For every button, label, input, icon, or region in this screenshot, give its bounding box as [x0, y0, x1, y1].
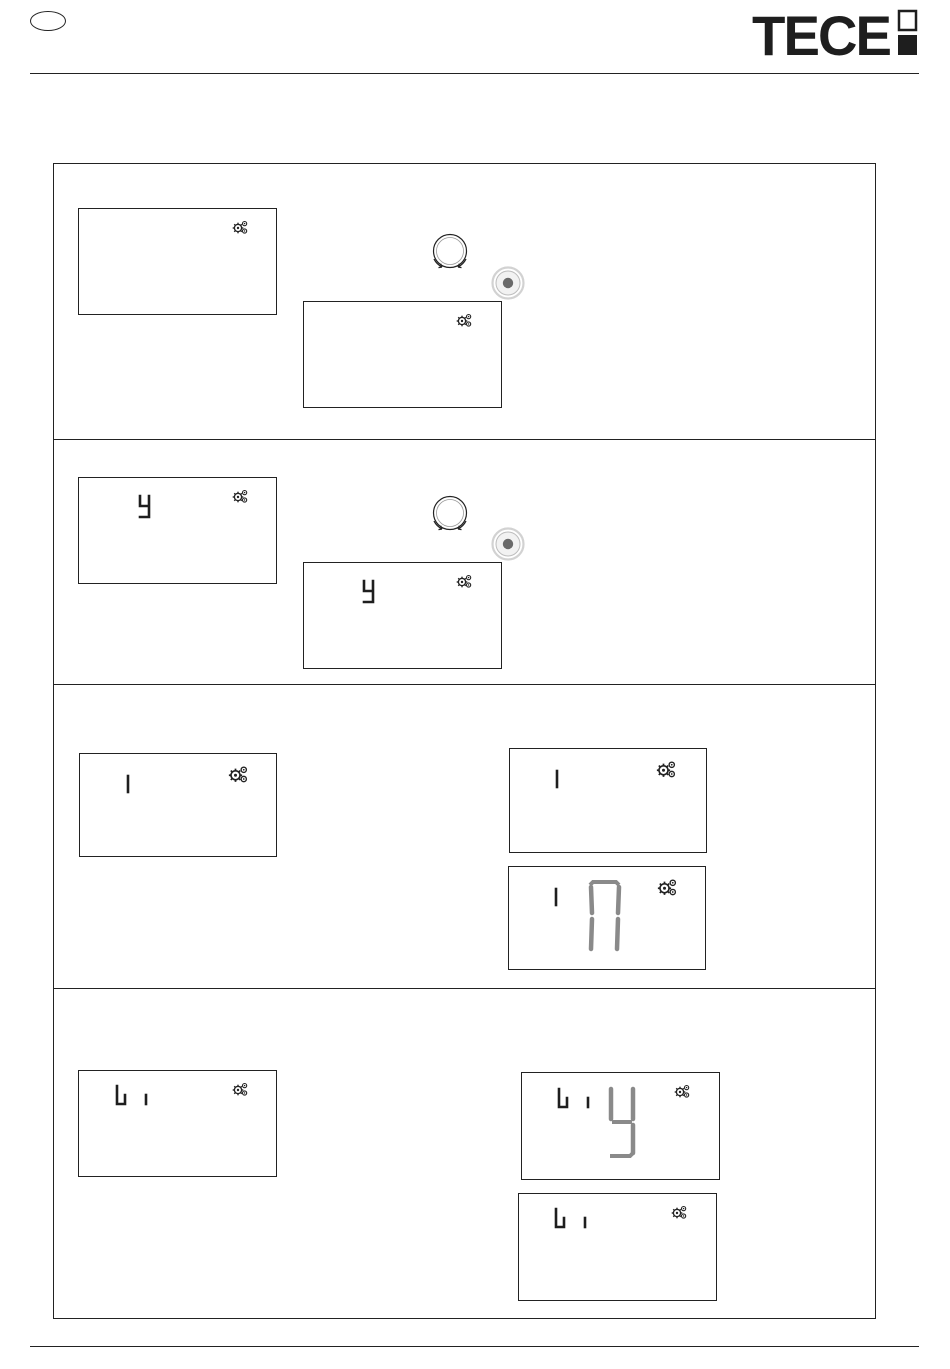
settings-gears-icon — [671, 1205, 687, 1219]
lcd-display — [518, 1193, 717, 1301]
language-badge — [30, 11, 66, 31]
lcd-display — [303, 301, 502, 408]
segment-digits-ui — [556, 1087, 596, 1111]
panel-divider — [53, 988, 876, 989]
rotary-knob-icon[interactable] — [428, 229, 472, 273]
segment-digit-1 — [553, 769, 561, 789]
segment-digit-y — [361, 579, 375, 605]
segment-digit-1 — [552, 887, 560, 907]
settings-gears-icon — [657, 878, 677, 896]
settings-gears-icon — [228, 765, 248, 783]
lcd-display — [303, 562, 502, 669]
header-rule — [30, 73, 919, 74]
lcd-display — [521, 1072, 720, 1180]
lcd-display — [78, 208, 277, 315]
segment-digits-ui — [553, 1207, 593, 1231]
lcd-display — [78, 1070, 277, 1177]
segment-value-n-grey — [585, 879, 625, 953]
settings-gears-icon — [232, 1082, 248, 1096]
lcd-display — [508, 866, 706, 970]
tece-logo — [750, 8, 920, 58]
footer-rule — [30, 1346, 919, 1347]
svg-text:TECE: TECE — [752, 8, 891, 58]
panel-divider — [53, 684, 876, 685]
settings-gears-icon — [232, 220, 248, 234]
lcd-display — [79, 753, 277, 857]
segment-digit-1 — [124, 774, 132, 794]
settings-gears-icon — [232, 489, 248, 503]
settings-gears-icon — [456, 574, 472, 588]
push-button-icon[interactable] — [491, 266, 525, 300]
settings-gears-icon — [456, 313, 472, 327]
lcd-display — [509, 748, 707, 853]
settings-gears-icon — [656, 760, 676, 778]
lcd-display — [78, 477, 277, 584]
settings-gears-icon — [674, 1084, 690, 1098]
segment-digits-ui — [114, 1084, 154, 1108]
panel-divider — [53, 439, 876, 440]
rotary-knob-icon[interactable] — [428, 491, 472, 535]
segment-digit-y — [137, 494, 151, 520]
segment-value-y-grey — [606, 1085, 638, 1161]
push-button-icon[interactable] — [491, 527, 525, 561]
